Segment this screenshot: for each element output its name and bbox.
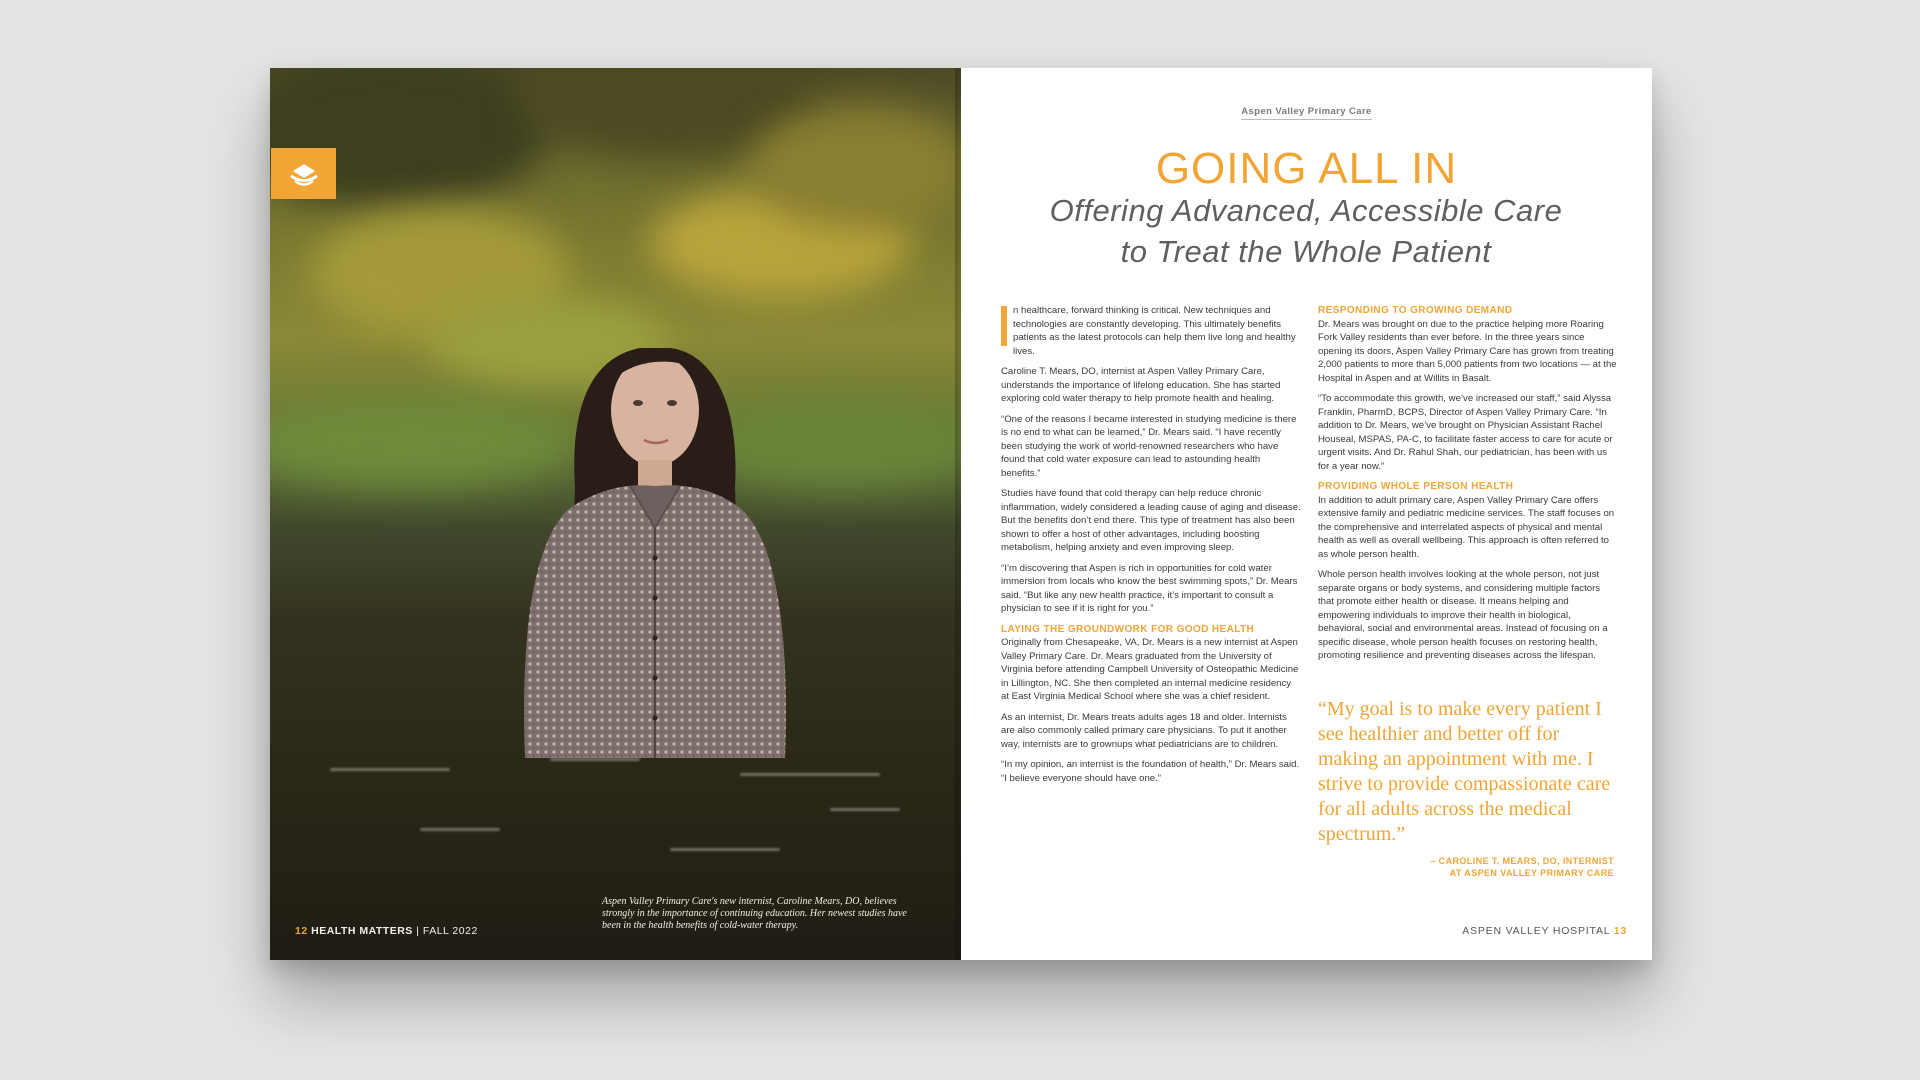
paragraph: Dr. Mears was brought on due to the practice helping more Roaring Fork Valley residents than ever before. In the three years since opening its doors, Aspen Valley Primary Care has grown from treating 2,000 patients to more than 5,000 patients from two locations — at the Hospital in Aspen and at Willits in Basalt.: [1318, 318, 1617, 384]
column-2: [1318, 304, 1618, 670]
paragraph: n healthcare, forward thinking is critical. New techniques and technologies are constantly developing. This ultimately benefits patients as the latest protocols can help them live long and healthy lives.: [1001, 304, 1301, 358]
subtitle-line-2: to Treat the Whole Patient: [1120, 234, 1492, 269]
woman-portrait: [270, 68, 961, 960]
paragraph: In addition to adult primary care, Aspen Valley Primary Care offers extensive family and pediatric medicine services. The staff focuses on the comprehensive and interrelated aspects of physical and mental health as well as overall wellbeing. This approach is often referred to as whole person health.: [1318, 494, 1615, 560]
paragraph: Studies have found that cold therapy can help reduce chronic inflammation, widely considered a leading cause of aging and disease. But the benefits don’t end there. This type of treatment has also been shown to offer a host of other advantages, including boosting metabolism, helping anxiety and even improving sleep.: [1001, 488, 1301, 553]
paragraph: Caroline T. Mears, DO, internist at Aspen Valley Primary Care, understands the importance of lifelong education. She has started exploring cold water therapy to help promote health and healing.: [1001, 366, 1281, 404]
article-title: GOING ALL IN: [1155, 144, 1458, 193]
left-page-photo: [270, 68, 961, 960]
paragraph: As an internist, Dr. Mears treats adults ages 18 and older. Internists are also commonly called primary care physicians. To put it another way, internists are to grownups what pediatricians are to children.: [1001, 711, 1287, 750]
column-1: [1001, 304, 1301, 792]
paragraph: “In my opinion, an internist is the foundation of health,” Dr. Mears said. “I believe everyone should have one.”: [1001, 759, 1300, 784]
folio-separator: |: [416, 925, 420, 937]
paragraph: “I’m discovering that Aspen is rich in opportunities for cold water immersion from locals who know the best swimming spots,” Dr. Mears said. “But like any new health practice, it’s important to consult a physician to see if it is right for you.”: [1001, 562, 1298, 614]
article-subtitle: [1001, 190, 1611, 272]
drop-cap: [1001, 306, 1007, 346]
subtitle-line-1: Offering Advanced, Accessible Care: [1049, 193, 1563, 228]
section-heading: RESPONDING TO GROWING DEMAND: [1318, 305, 1513, 316]
pull-quote: “My goal is to make every patient I see healthier and better off for making an appointment with me. I strive to provide compassionate care for all adults across the medical spectrum.”: [1318, 698, 1611, 845]
section-heading: PROVIDING WHOLE PERSON HEALTH: [1318, 481, 1514, 492]
section-kicker: Aspen Valley Primary Care: [961, 106, 1652, 117]
attribution-line-2: AT ASPEN VALLEY PRIMARY CARE: [1449, 868, 1614, 878]
paragraph: Originally from Chesapeake, VA, Dr. Mears is a new internist at Aspen Valley Primary Care. Dr. Mears graduated from the University of Virginia before attending Campbell University of Osteopathic Medicine in Lillington, NC. She then completed an internal medicine residency at East Virginia Medical School where she was a chief resident.: [1001, 637, 1299, 702]
right-page: [961, 68, 1652, 960]
issue-label: FALL 2022: [422, 925, 478, 937]
magazine-name: HEALTH MATTERS: [311, 925, 413, 937]
publication-name: ASPEN VALLEY HOSPITAL: [1462, 925, 1610, 937]
logo-box: [271, 148, 336, 199]
photo-caption: Aspen Valley Primary Care's new internist, Caroline Mears, DO, believes strongly in the importance of continuing education. Her newest studies have been in the health benefits of cold-water therapy.: [602, 896, 907, 931]
folio-left: [295, 925, 478, 937]
quote-attribution: [1318, 855, 1614, 879]
attribution-line-1: – CAROLINE T. MEARS, DO, INTERNIST: [1430, 856, 1614, 866]
folio-right: [1462, 925, 1627, 937]
paragraph: “To accommodate this growth, we’ve increased our staff,” said Alyssa Franklin, PharmD, BCPS, Director of Aspen Valley Primary Care. “In addition to Dr. Mears, we’ve brought on Physician Assistant Rachel Houseal, MSPAS, PA-C, to facilitate faster access to care for acute or urgent visits. And Dr. Rahul Shah, our pediatrician, has been with us for a year now.”: [1318, 393, 1613, 472]
section-heading: LAYING THE GROUNDWORK FOR GOOD HEALTH: [1001, 623, 1255, 635]
paragraph: Whole person health involves looking at the whole person, not just separate organs or body systems, and considering multiple factors that promote either health or disease. It means helping and empowering individuals to improve their health in biological, behavioral, social and environmental areas. Instead of focusing on a specific disease, whole person health focuses on restoring health, promoting resilience and preventing diseases across the lifespan.: [1318, 569, 1608, 661]
page-number-left: 12: [295, 925, 308, 937]
hands-heart-icon: [287, 161, 321, 187]
page-number-right: 13: [1613, 925, 1627, 937]
paragraph: “One of the reasons I became interested in studying medicine is there is no end to what can be learned,” Dr. Mears said. “I have recently been studying the work of world-renowned researchers who have found that cold water exposure can lead to astounding health benefits.”: [1001, 413, 1297, 479]
